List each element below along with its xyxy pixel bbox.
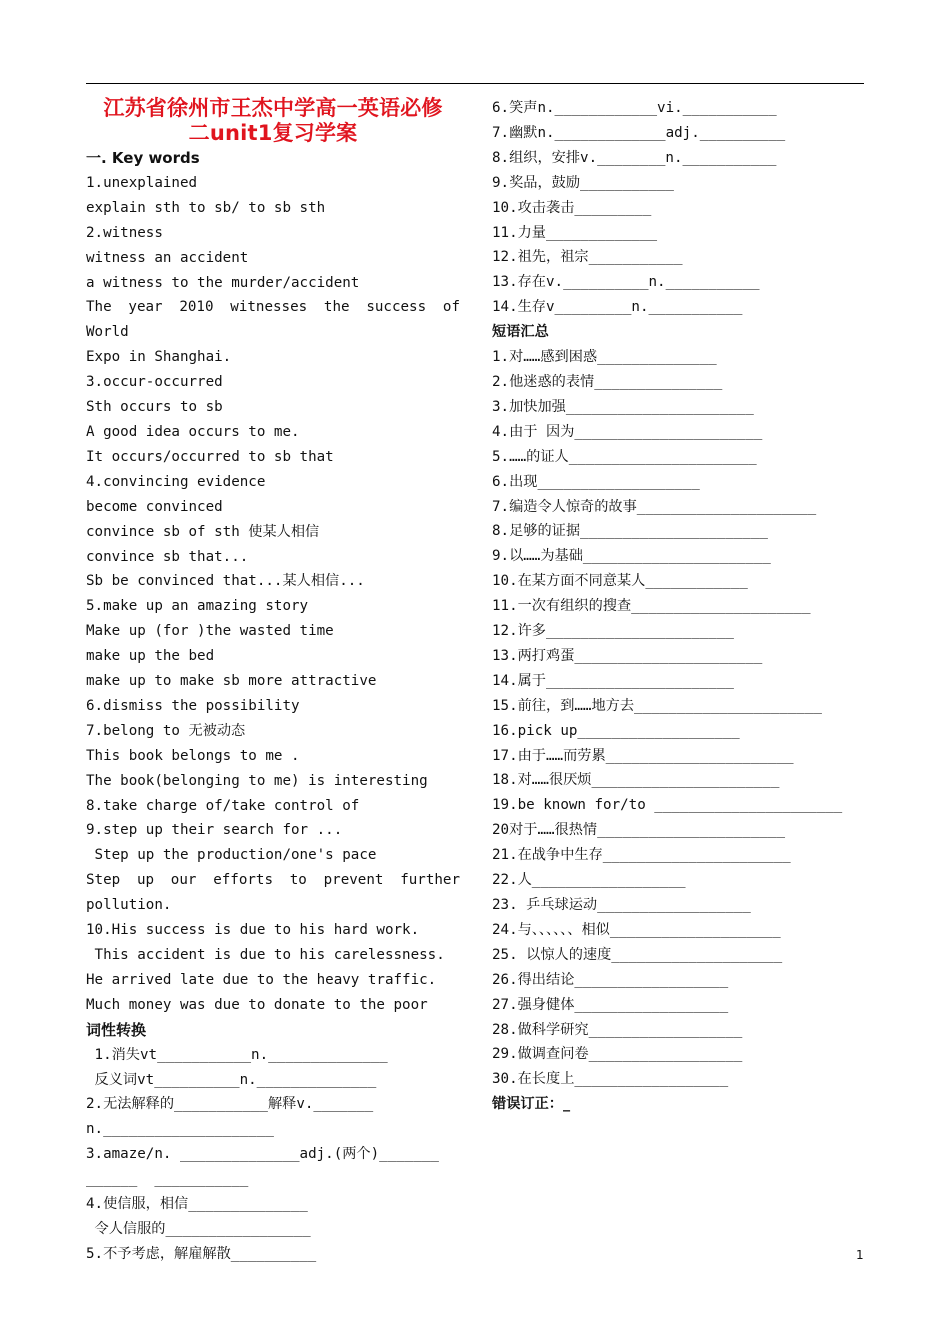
left-line: 1.unexplained <box>86 174 198 191</box>
right-line: 12.祖先，祖宗___________ <box>492 249 683 266</box>
left-line: 3.amaze/n. ______________adj.(两个)_______ <box>86 1146 439 1163</box>
right-line: 14.生存v_________n.___________ <box>492 299 743 316</box>
right-line: 3.加快加强______________________ <box>492 398 754 415</box>
right-line: 13.存在v.__________n.___________ <box>492 274 760 291</box>
title-line-2: 二unit1复习学案 <box>188 121 358 145</box>
right-line: 1.对……感到困惑______________ <box>492 349 717 366</box>
right-line: 25. 以惊人的速度____________________ <box>492 946 783 963</box>
right-line: 11.一次有组织的搜查_____________________ <box>492 598 811 615</box>
left-line: become convinced <box>86 498 223 515</box>
left-line: 4.convincing evidence <box>86 473 266 490</box>
left-line: 2.witness <box>86 224 163 241</box>
right-line: 4.由于 因为______________________ <box>492 423 763 440</box>
right-line: 6.出现___________________ <box>492 473 700 490</box>
title-line-1: 江苏省徐州市王杰中学高一英语必修 <box>103 96 443 120</box>
right-line: 12.许多______________________ <box>492 623 734 640</box>
left-line: convince sb that... <box>86 548 249 565</box>
left-line: 5.make up an amazing story <box>86 598 309 615</box>
right-line: 7.编造令人惊奇的故事_____________________ <box>492 498 817 515</box>
section-heading-key-words: 一. Key words <box>86 149 200 167</box>
left-line: pollution. <box>86 897 172 914</box>
right-line: 19.be known for/to ______________________ <box>492 797 843 814</box>
left-line: explain sth to sb/ to sb sth <box>86 199 326 216</box>
left-line: 10.His success is due to his hard work. <box>86 922 420 939</box>
document-title <box>86 96 460 146</box>
left-line: 9.step up their search for ... <box>86 822 343 839</box>
left-line: Expo in Shanghai. <box>86 349 232 366</box>
left-line: make up to make sb more attractive <box>86 673 377 690</box>
left-line: 令人信服的_________________ <box>86 1220 311 1237</box>
right-line: 26.得出结论__________________ <box>492 971 729 988</box>
right-line: 27.强身健体__________________ <box>492 996 729 1013</box>
section-heading-word-forms: 词性转换 <box>86 1020 147 1039</box>
left-line: Step up our efforts to prevent further <box>86 872 460 889</box>
right-line: 7.幽默n._____________adj.__________ <box>492 124 786 141</box>
right-line: 10.攻击袭击_________ <box>492 199 652 216</box>
right-line: 28.做科学研究__________________ <box>492 1021 743 1038</box>
left-line: Sb be convinced that...某人相信... <box>86 573 365 590</box>
left-line: Step up the production/one's pace <box>86 847 377 864</box>
right-line: 13.两打鸡蛋______________________ <box>492 647 763 664</box>
left-line: ______ ___________ <box>86 1171 249 1188</box>
right-line: 15.前往，到……地方去______________________ <box>492 697 822 714</box>
left-line: A good idea occurs to me. <box>86 423 300 440</box>
right-line: 16.pick up___________________ <box>492 722 740 739</box>
right-line: 8.组织，安排v.________n.___________ <box>492 149 777 166</box>
left-line: It occurs/occurred to sb that <box>86 448 334 465</box>
section-heading-corrections: 错误订正：_ <box>492 1096 571 1113</box>
right-line: 9.以……为基础______________________ <box>492 548 771 565</box>
left-line: He arrived late due to the heavy traffic. <box>86 971 437 988</box>
right-line: 23. 乒乓球运动__________________ <box>492 897 751 913</box>
left-column <box>86 96 460 1267</box>
left-line: 4.使信服，相信______________ <box>86 1196 308 1213</box>
right-column <box>492 96 864 1117</box>
left-line: n.____________________ <box>86 1121 274 1138</box>
left-line: This book belongs to me . <box>86 747 300 764</box>
left-line: a witness to the murder/accident <box>86 274 360 291</box>
left-line: Make up (for )the wasted time <box>86 623 334 640</box>
left-line: 5.不予考虑，解雇解散__________ <box>86 1245 317 1262</box>
left-line: The year 2010 witnesses the success of World <box>86 299 460 341</box>
right-line: 20对于……很热情______________________ <box>492 822 786 839</box>
left-line: 8.take charge of/take control of <box>86 797 360 814</box>
right-line: 29.做调查问卷__________________ <box>492 1046 743 1063</box>
page-number: 1 <box>856 1248 864 1262</box>
left-line: witness an accident <box>86 249 249 266</box>
right-line: 17.由于……而劳累______________________ <box>492 747 794 764</box>
right-line: 8.足够的证据______________________ <box>492 523 768 540</box>
right-line: 14.属于______________________ <box>492 672 734 689</box>
section-heading-phrases: 短语汇总 <box>492 324 549 341</box>
right-line: 18.对……很厌烦______________________ <box>492 772 780 789</box>
right-line: 2.他迷惑的表情_______________ <box>492 373 723 390</box>
left-line: 7.belong to 无被动态 <box>86 722 246 739</box>
left-line: This accident is due to his carelessness. <box>86 947 445 963</box>
right-line: 22.人__________________ <box>492 872 686 889</box>
right-line: 6.笑声n.____________vi.___________ <box>492 100 777 116</box>
left-line: Sth occurs to sb <box>86 399 223 416</box>
right-line: 10.在某方面不同意某人____________ <box>492 573 748 590</box>
right-line: 21.在战争中生存______________________ <box>492 847 791 864</box>
right-line: 30.在长度上__________________ <box>492 1071 729 1088</box>
left-line: 2.无法解释的___________解释v._______ <box>86 1096 374 1113</box>
right-line: 5.……的证人______________________ <box>492 448 757 465</box>
left-line: make up the bed <box>86 648 215 665</box>
header-rule <box>86 83 864 84</box>
left-line: 3.occur-occurred <box>86 374 223 391</box>
left-line: 6.dismiss the possibility <box>86 697 300 714</box>
left-line: Much money was due to donate to the poor <box>86 996 428 1013</box>
left-line: 1.消失vt___________n.______________ <box>86 1046 388 1063</box>
right-line: 24.与、、、、、、相似____________________ <box>492 921 781 938</box>
right-line: 9.奖品，鼓励___________ <box>492 174 674 191</box>
left-line: 反义词vt__________n.______________ <box>86 1071 377 1088</box>
right-line: 11.力量_____________ <box>492 224 658 241</box>
left-line: convince sb of sth 使某人相信 <box>86 523 320 540</box>
left-line: The book(belonging to me) is interesting <box>86 772 428 789</box>
